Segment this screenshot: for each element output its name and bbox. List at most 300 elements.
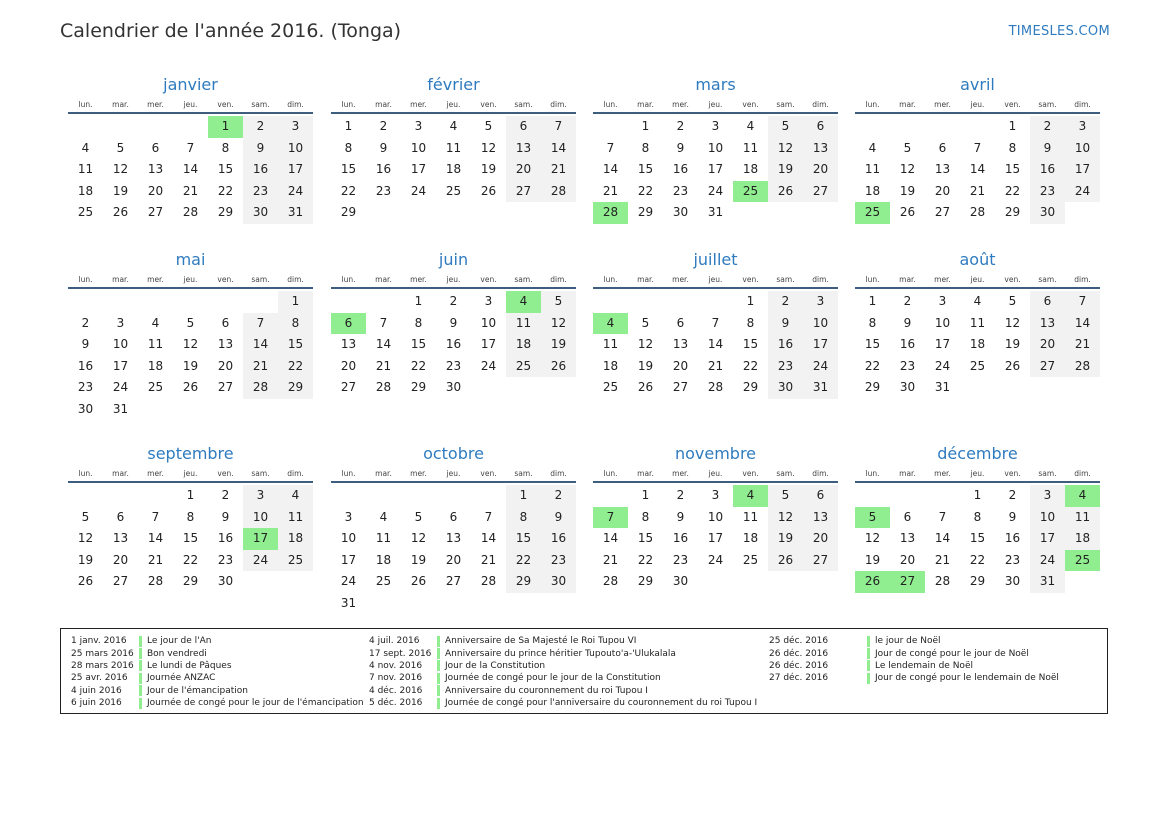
day-cell: 27 bbox=[445, 574, 462, 589]
day-cell: 9 bbox=[221, 509, 230, 524]
day-cell: 18 bbox=[506, 334, 541, 356]
weekday-label: jeu. bbox=[970, 275, 985, 284]
month-name: mars bbox=[695, 75, 736, 94]
day-cell: 8 bbox=[641, 140, 650, 155]
day-cell: 22 bbox=[637, 552, 654, 567]
day-cell: 20 bbox=[340, 358, 357, 373]
day-cell: 14 bbox=[182, 162, 199, 177]
day-cell: 19 bbox=[637, 358, 654, 373]
legend-holiday-name: Journée de congé pour l'anniversaire du couronnement du roi Tupou I bbox=[445, 698, 758, 709]
day-cell: 13 bbox=[340, 337, 357, 352]
day-cell: 12 bbox=[1004, 315, 1021, 330]
holiday-day-cell: 28 bbox=[593, 202, 628, 224]
day-cell: 16 bbox=[1004, 531, 1021, 546]
legend-holiday-name: Le lendemain de Noël bbox=[875, 660, 973, 671]
day-cell: 8 bbox=[973, 509, 982, 524]
weekday-label: sam. bbox=[514, 275, 533, 284]
day-grid bbox=[68, 485, 313, 593]
day-cell: 6 bbox=[151, 140, 160, 155]
month-name: juillet bbox=[693, 250, 738, 269]
day-cell: 3 bbox=[116, 315, 125, 330]
month-block bbox=[68, 74, 313, 224]
month-name: août bbox=[959, 250, 996, 269]
weekday-label: mar. bbox=[637, 100, 654, 109]
day-cell: 23 bbox=[375, 183, 392, 198]
holiday-day-cell: 25 bbox=[733, 181, 768, 203]
day-cell: 25 bbox=[147, 380, 164, 395]
day-cell: 21 bbox=[375, 358, 392, 373]
day-cell: 7 bbox=[186, 140, 195, 155]
holiday-day-cell: 27 bbox=[890, 571, 925, 593]
empty-cell bbox=[855, 116, 890, 138]
day-cell: 2 bbox=[221, 488, 230, 502]
month-block bbox=[855, 74, 1100, 224]
empty-cell bbox=[138, 291, 173, 313]
month-block bbox=[855, 249, 1100, 399]
day-cell: 18 bbox=[147, 358, 164, 373]
day-cell: 16 bbox=[899, 337, 916, 352]
day-cell: 11 bbox=[969, 315, 986, 330]
weekday-label: jeu. bbox=[970, 100, 985, 109]
day-cell: 14 bbox=[243, 334, 278, 356]
day-grid bbox=[593, 485, 838, 593]
legend-date: 4 déc. 2016 bbox=[369, 685, 423, 696]
day-cell: 9 bbox=[379, 140, 388, 155]
day-cell: 28 bbox=[602, 574, 619, 589]
day-cell: 25 bbox=[278, 550, 313, 572]
empty-cell bbox=[331, 291, 366, 313]
day-cell: 22 bbox=[217, 183, 234, 198]
weekday-label: dim. bbox=[1074, 100, 1091, 109]
day-cell: 27 bbox=[934, 205, 951, 220]
day-cell: 9 bbox=[1030, 138, 1065, 160]
legend-item bbox=[369, 697, 757, 709]
empty-cell bbox=[208, 291, 243, 313]
day-cell: 11 bbox=[77, 162, 94, 177]
day-cell: 8 bbox=[414, 315, 423, 330]
day-cell: 3 bbox=[414, 119, 423, 133]
site-link[interactable]: TIMESLES.COM bbox=[1008, 24, 1110, 39]
weekday-label: dim. bbox=[812, 275, 829, 284]
day-cell: 13 bbox=[1030, 313, 1065, 335]
day-cell: 14 bbox=[934, 531, 951, 546]
day-cell: 30 bbox=[768, 377, 803, 399]
day-cell: 9 bbox=[676, 509, 685, 524]
day-cell: 6 bbox=[1030, 291, 1065, 313]
day-cell: 5 bbox=[768, 485, 803, 507]
empty-cell bbox=[173, 291, 208, 313]
legend-column bbox=[369, 635, 757, 709]
day-cell: 21 bbox=[480, 552, 497, 567]
month-block bbox=[331, 443, 576, 615]
weekday-label: lun. bbox=[865, 100, 880, 109]
weekday-label: sam. bbox=[1038, 469, 1057, 478]
day-cell: 23 bbox=[672, 183, 689, 198]
day-cell: 2 bbox=[243, 116, 278, 138]
day-cell: 18 bbox=[375, 552, 392, 567]
day-cell: 3 bbox=[484, 294, 493, 308]
day-cell: 3 bbox=[938, 294, 947, 308]
weekday-label: ven. bbox=[217, 100, 234, 109]
day-cell: 22 bbox=[340, 183, 357, 198]
day-grid bbox=[331, 485, 576, 615]
day-cell: 29 bbox=[637, 574, 654, 589]
day-cell: 3 bbox=[344, 509, 353, 524]
weekday-label: lun. bbox=[865, 275, 880, 284]
day-cell: 31 bbox=[278, 202, 313, 224]
day-cell: 30 bbox=[217, 574, 234, 589]
weekday-header bbox=[593, 467, 838, 483]
holiday-day-cell: 1 bbox=[208, 116, 243, 138]
legend-item bbox=[369, 685, 757, 697]
weekday-label: mer. bbox=[410, 275, 427, 284]
day-cell: 22 bbox=[1004, 183, 1021, 198]
day-cell: 10 bbox=[112, 337, 129, 352]
day-cell: 8 bbox=[221, 140, 230, 155]
day-cell: 12 bbox=[864, 531, 881, 546]
weekday-label: mar. bbox=[375, 100, 392, 109]
legend-date: 25 déc. 2016 bbox=[769, 636, 829, 647]
legend-holiday-name: Journée de congé pour le jour de l'émancipation bbox=[147, 698, 364, 709]
day-cell: 17 bbox=[803, 334, 838, 356]
day-cell: 13 bbox=[803, 507, 838, 529]
day-cell: 18 bbox=[602, 358, 619, 373]
weekday-label: ven. bbox=[1004, 100, 1021, 109]
day-cell: 24 bbox=[934, 358, 951, 373]
holiday-marker bbox=[437, 648, 440, 659]
legend-item bbox=[369, 647, 757, 659]
day-cell: 18 bbox=[969, 337, 986, 352]
day-cell: 14 bbox=[707, 337, 724, 352]
legend-date: 5 déc. 2016 bbox=[369, 698, 423, 709]
day-cell: 28 bbox=[182, 205, 199, 220]
empty-cell bbox=[890, 116, 925, 138]
legend-item bbox=[71, 697, 364, 709]
day-cell: 5 bbox=[541, 291, 576, 313]
day-cell: 31 bbox=[803, 377, 838, 399]
weekday-label: lun. bbox=[341, 275, 356, 284]
day-grid bbox=[331, 291, 576, 399]
day-cell: 25 bbox=[375, 574, 392, 589]
day-cell: 10 bbox=[803, 313, 838, 335]
day-cell: 2 bbox=[1008, 488, 1017, 502]
day-cell: 27 bbox=[217, 380, 234, 395]
weekday-label: mer. bbox=[672, 100, 689, 109]
holiday-day-cell: 4 bbox=[733, 485, 768, 507]
weekday-header bbox=[68, 98, 313, 114]
day-grid bbox=[855, 291, 1100, 399]
weekday-label: lun. bbox=[603, 100, 618, 109]
day-cell: 1 bbox=[1008, 119, 1017, 133]
day-cell: 15 bbox=[637, 531, 654, 546]
weekday-label: mer. bbox=[147, 100, 164, 109]
day-cell: 9 bbox=[541, 507, 576, 529]
day-cell: 26 bbox=[768, 181, 803, 203]
day-cell: 8 bbox=[746, 315, 755, 330]
day-cell: 31 bbox=[934, 380, 951, 395]
holiday-day-cell: 4 bbox=[1065, 485, 1100, 507]
day-cell: 17 bbox=[112, 358, 129, 373]
day-cell: 27 bbox=[803, 550, 838, 572]
day-cell: 20 bbox=[803, 159, 838, 181]
legend-date: 25 avr. 2016 bbox=[71, 673, 128, 684]
day-cell: 17 bbox=[934, 337, 951, 352]
day-grid bbox=[331, 116, 576, 224]
month-name: octobre bbox=[423, 444, 484, 463]
day-cell: 6 bbox=[676, 315, 685, 330]
day-cell: 12 bbox=[480, 140, 497, 155]
day-cell: 29 bbox=[182, 574, 199, 589]
day-cell: 1 bbox=[278, 291, 313, 313]
legend-item bbox=[769, 672, 1059, 684]
day-cell: 1 bbox=[506, 485, 541, 507]
day-cell: 29 bbox=[1004, 205, 1021, 220]
day-cell: 30 bbox=[541, 571, 576, 593]
day-cell: 3 bbox=[711, 488, 720, 502]
weekday-label: sam. bbox=[251, 100, 270, 109]
day-cell: 28 bbox=[243, 377, 278, 399]
day-cell: 4 bbox=[449, 119, 458, 133]
day-cell: 17 bbox=[1030, 528, 1065, 550]
weekday-label: lun. bbox=[341, 100, 356, 109]
day-cell: 10 bbox=[243, 507, 278, 529]
day-cell: 8 bbox=[344, 140, 353, 155]
day-cell: 13 bbox=[147, 162, 164, 177]
day-cell: 3 bbox=[278, 116, 313, 138]
weekday-label: jeu. bbox=[183, 469, 198, 478]
day-cell: 24 bbox=[112, 380, 129, 395]
weekday-label: mar. bbox=[899, 469, 916, 478]
day-cell: 24 bbox=[1030, 550, 1065, 572]
month-name: décembre bbox=[937, 444, 1018, 463]
day-cell: 16 bbox=[217, 531, 234, 546]
weekday-header bbox=[593, 273, 838, 289]
day-cell: 21 bbox=[602, 552, 619, 567]
day-cell: 26 bbox=[182, 380, 199, 395]
month-name: avril bbox=[960, 75, 995, 94]
day-cell: 23 bbox=[445, 358, 462, 373]
day-cell: 23 bbox=[672, 552, 689, 567]
day-cell: 12 bbox=[768, 507, 803, 529]
day-cell: 31 bbox=[1030, 571, 1065, 593]
month-block bbox=[331, 249, 576, 399]
day-cell: 25 bbox=[969, 358, 986, 373]
legend-date: 4 juil. 2016 bbox=[369, 636, 420, 647]
empty-cell bbox=[103, 291, 138, 313]
day-cell: 21 bbox=[934, 552, 951, 567]
legend-item bbox=[71, 685, 364, 697]
day-cell: 12 bbox=[112, 162, 129, 177]
legend-item bbox=[369, 635, 757, 647]
weekday-label: dim. bbox=[287, 275, 304, 284]
day-cell: 29 bbox=[340, 205, 357, 220]
legend-holiday-name: Anniversaire du couronnement du roi Tupou I bbox=[445, 685, 648, 696]
day-cell: 23 bbox=[77, 380, 94, 395]
day-cell: 20 bbox=[803, 528, 838, 550]
day-cell: 27 bbox=[147, 205, 164, 220]
day-cell: 22 bbox=[637, 183, 654, 198]
day-cell: 19 bbox=[1004, 337, 1021, 352]
day-cell: 29 bbox=[217, 205, 234, 220]
holiday-day-cell: 6 bbox=[331, 313, 366, 335]
day-cell: 10 bbox=[707, 509, 724, 524]
weekday-label: mer. bbox=[410, 469, 427, 478]
day-cell: 29 bbox=[506, 571, 541, 593]
day-cell: 19 bbox=[410, 552, 427, 567]
day-cell: 21 bbox=[243, 356, 278, 378]
day-cell: 8 bbox=[868, 315, 877, 330]
day-cell: 20 bbox=[506, 159, 541, 181]
day-cell: 25 bbox=[445, 183, 462, 198]
day-cell: 7 bbox=[973, 140, 982, 155]
empty-cell bbox=[436, 485, 471, 507]
day-cell: 28 bbox=[707, 380, 724, 395]
legend-holiday-name: Journée ANZAC bbox=[147, 673, 216, 684]
day-cell: 5 bbox=[116, 140, 125, 155]
day-cell: 10 bbox=[410, 140, 427, 155]
day-cell: 19 bbox=[899, 183, 916, 198]
day-cell: 5 bbox=[903, 140, 912, 155]
day-cell: 27 bbox=[506, 181, 541, 203]
day-cell: 2 bbox=[676, 488, 685, 502]
day-cell: 15 bbox=[1004, 162, 1021, 177]
day-cell: 18 bbox=[278, 528, 313, 550]
legend-item bbox=[769, 660, 1059, 672]
day-cell: 14 bbox=[541, 138, 576, 160]
holiday-marker bbox=[139, 685, 142, 696]
day-cell: 24 bbox=[480, 358, 497, 373]
holiday-day-cell: 26 bbox=[855, 571, 890, 593]
weekday-label: ven. bbox=[217, 275, 234, 284]
day-grid bbox=[68, 291, 313, 421]
day-cell: 22 bbox=[864, 358, 881, 373]
empty-cell bbox=[103, 485, 138, 507]
day-cell: 21 bbox=[969, 183, 986, 198]
legend-holiday-name: Jour de la Constitution bbox=[445, 660, 546, 671]
day-cell: 5 bbox=[484, 119, 493, 133]
holiday-marker bbox=[139, 698, 142, 709]
day-cell: 28 bbox=[969, 205, 986, 220]
day-cell: 5 bbox=[1008, 294, 1017, 308]
day-cell: 26 bbox=[899, 205, 916, 220]
weekday-label: jeu. bbox=[183, 100, 198, 109]
legend-date: 28 mars 2016 bbox=[71, 660, 134, 671]
day-cell: 4 bbox=[151, 315, 160, 330]
legend-holiday-name: Le jour de l'An bbox=[147, 636, 212, 647]
empty-cell bbox=[68, 291, 103, 313]
legend-holiday-name: Anniversaire de Sa Majesté le Roi Tupou VI bbox=[445, 636, 637, 647]
legend-date: 26 déc. 2016 bbox=[769, 648, 829, 659]
weekday-label: mar. bbox=[375, 275, 392, 284]
weekday-label: mer. bbox=[147, 275, 164, 284]
weekday-label: lun. bbox=[78, 469, 93, 478]
month-name: juin bbox=[438, 250, 469, 269]
weekday-header bbox=[331, 273, 576, 289]
day-cell: 30 bbox=[1030, 202, 1065, 224]
weekday-label: dim. bbox=[812, 100, 829, 109]
day-cell: 2 bbox=[379, 119, 388, 133]
day-cell: 22 bbox=[506, 550, 541, 572]
legend-item bbox=[769, 647, 1059, 659]
day-cell: 18 bbox=[1065, 528, 1100, 550]
day-cell: 10 bbox=[1030, 507, 1065, 529]
day-cell: 5 bbox=[768, 116, 803, 138]
day-cell: 26 bbox=[768, 550, 803, 572]
day-cell: 24 bbox=[1065, 181, 1100, 203]
day-cell: 1 bbox=[641, 119, 650, 133]
day-cell: 23 bbox=[217, 552, 234, 567]
day-cell: 20 bbox=[112, 552, 129, 567]
holiday-day-cell: 4 bbox=[593, 313, 628, 335]
day-cell: 10 bbox=[707, 140, 724, 155]
day-cell: 4 bbox=[746, 119, 755, 133]
day-cell: 22 bbox=[182, 552, 199, 567]
legend-holiday-name: le jour de Noël bbox=[875, 636, 941, 647]
day-cell: 12 bbox=[768, 138, 803, 160]
empty-cell bbox=[243, 291, 278, 313]
legend-holiday-name: Jour de congé pour le lendemain de Noël bbox=[875, 673, 1059, 684]
day-cell: 14 bbox=[602, 531, 619, 546]
holiday-marker bbox=[139, 660, 142, 671]
day-cell: 20 bbox=[934, 183, 951, 198]
weekday-label: mer. bbox=[672, 469, 689, 478]
day-cell: 15 bbox=[278, 334, 313, 356]
day-cell: 6 bbox=[449, 509, 458, 524]
day-cell: 2 bbox=[541, 485, 576, 507]
day-cell: 7 bbox=[938, 509, 947, 524]
weekday-label: lun. bbox=[603, 469, 618, 478]
legend-date: 4 nov. 2016 bbox=[369, 660, 423, 671]
day-cell: 16 bbox=[672, 162, 689, 177]
weekday-header bbox=[331, 98, 576, 114]
month-block bbox=[331, 74, 576, 224]
day-cell: 11 bbox=[742, 140, 759, 155]
day-cell: 25 bbox=[602, 380, 619, 395]
weekday-label: sam. bbox=[776, 100, 795, 109]
legend-item bbox=[71, 672, 364, 684]
day-cell: 24 bbox=[243, 550, 278, 572]
day-cell: 4 bbox=[379, 509, 388, 524]
empty-cell bbox=[593, 116, 628, 138]
day-cell: 14 bbox=[375, 337, 392, 352]
holiday-marker bbox=[437, 660, 440, 671]
day-cell: 16 bbox=[1030, 159, 1065, 181]
weekday-label: mer. bbox=[672, 275, 689, 284]
day-cell: 16 bbox=[541, 528, 576, 550]
day-cell: 15 bbox=[217, 162, 234, 177]
month-block bbox=[593, 74, 838, 224]
empty-cell bbox=[68, 485, 103, 507]
day-cell: 6 bbox=[903, 509, 912, 524]
day-cell: 14 bbox=[602, 162, 619, 177]
day-cell: 1 bbox=[186, 488, 195, 502]
day-cell: 6 bbox=[506, 116, 541, 138]
legend-date: 4 juin 2016 bbox=[71, 685, 122, 696]
day-cell: 25 bbox=[77, 205, 94, 220]
holiday-marker bbox=[139, 648, 142, 659]
legend-holiday-name: Journée de congé pour le jour de la Constitution bbox=[445, 673, 661, 684]
day-cell: 5 bbox=[641, 315, 650, 330]
day-cell: 29 bbox=[742, 380, 759, 395]
weekday-label: lun. bbox=[341, 469, 356, 478]
day-cell: 7 bbox=[1065, 291, 1100, 313]
empty-cell bbox=[68, 116, 103, 138]
weekday-label: dim. bbox=[287, 100, 304, 109]
weekday-label: jeu. bbox=[708, 275, 723, 284]
day-cell: 7 bbox=[541, 116, 576, 138]
day-cell: 9 bbox=[1008, 509, 1017, 524]
weekday-label: mar. bbox=[112, 100, 129, 109]
